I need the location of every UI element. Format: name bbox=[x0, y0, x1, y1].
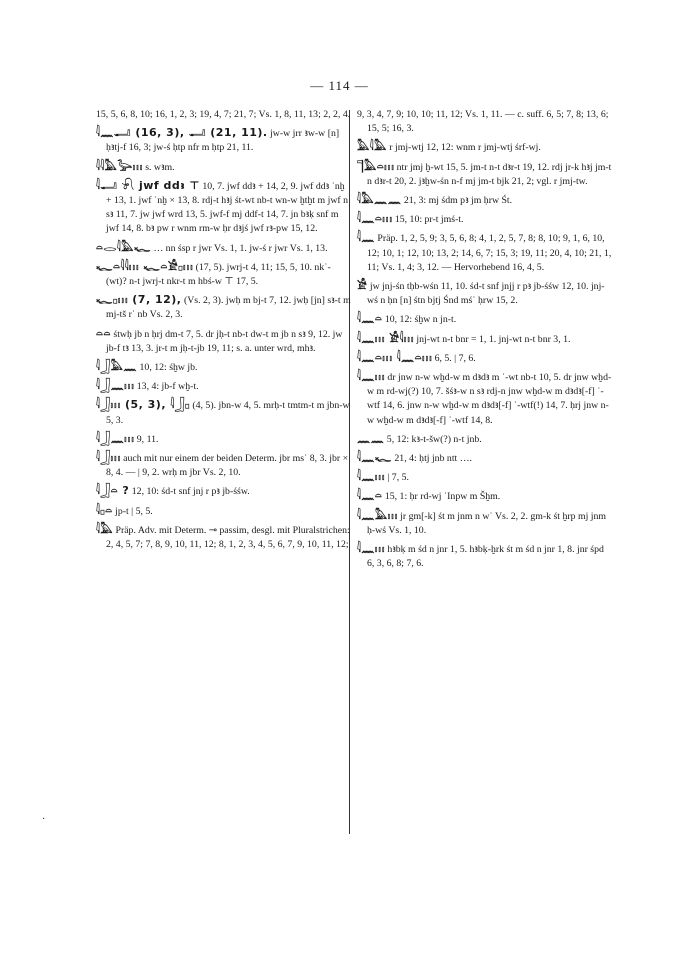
dictionary-entry bbox=[357, 312, 612, 327]
hieroglyph-lemma: 𓇋𓃀𓈖𓏥 bbox=[96, 431, 135, 445]
entry-text: 15, 10: pr-t jmś-t. bbox=[394, 214, 464, 226]
dictionary-entry bbox=[96, 179, 351, 237]
hieroglyph-lemma: 𓏏𓂋𓇋𓅓𓆑 bbox=[96, 240, 151, 254]
dictionary-entry bbox=[357, 193, 612, 208]
dictionary-entry bbox=[96, 379, 351, 394]
entry-text: s. wꜣm. bbox=[145, 161, 175, 173]
dictionary-entry bbox=[357, 451, 612, 466]
dictionary-entry bbox=[357, 140, 612, 155]
dictionary-entry bbox=[357, 332, 612, 347]
entry-text: 15, 5, 6, 8, 10; 16, 1, 2, 3; 19, 4, 7; 21, 7; Vs. 1, 8, 11, 13; 2, 2, 4. bbox=[96, 109, 351, 120]
entry-text: auch mit nur einem der beiden Determ. jbr msʿ 8, 3. jbr × 8, 4. — | 9, 2. wrḥ m jbr Vs. 2, 10. bbox=[106, 453, 349, 479]
entry-text: dr jnw n-w wḫd-w m dꜣdꜣ m ʿ-wt nb-t 10, 5. dr jnw wḫd-w m rd-wj(?) 10, 7. šśꜣ-w n sꜣ rdj-n jnw wḫd-w m dꜣdꜣ[-f] ʿ-wtf 14, 6. jnw n-w wḫd-w m dꜣdꜣ[-f] ʿ-wtf(!) 14, 7. ḥrj jnw n-w wḫd-w m dꜣdꜣ[-f] ʿ-wtf 14, 8. bbox=[367, 372, 612, 426]
dictionary-entry bbox=[357, 279, 612, 308]
dictionary-entry bbox=[357, 108, 612, 136]
entry-text: 10, 12: śḫw jb. bbox=[139, 362, 198, 374]
entry-text: 5, 12: kꜣ-t-šw(?) n-t jnb. bbox=[386, 433, 482, 445]
hieroglyph-lemma: 𓇋𓃀𓅓𓈖 bbox=[96, 360, 138, 374]
hieroglyph-lemma: 𓇋𓈖𓏏𓏥 𓇋𓈖𓏏𓏥 bbox=[357, 350, 433, 364]
hieroglyph-lemma: 𓇋𓈖𓂝 (16, 3), 𓂝 (21, 11). bbox=[96, 126, 268, 140]
entry-text: | 7, 5. bbox=[387, 472, 409, 484]
hieroglyph-lemma: 𓇋𓈖 bbox=[357, 231, 375, 245]
dictionary-entry bbox=[96, 360, 351, 375]
hieroglyph-lemma: 𓀀 bbox=[357, 279, 368, 293]
dictionary-entry bbox=[96, 432, 351, 447]
entry-text: 13, 4: jb-f wḫ-t. bbox=[136, 381, 199, 393]
entry-text: (Vs. 2, 3). jwḥ m bj-t 7, 12. jwḥ [jn] sꜣ-t m mj-tš rʿ nb Vs. 2, 3. bbox=[106, 295, 351, 321]
dictionary-entry bbox=[357, 509, 612, 538]
hieroglyph-lemma: 𓇋𓈖𓏥 bbox=[357, 470, 385, 484]
hieroglyph-lemma: 𓇋𓅓 bbox=[96, 522, 114, 536]
hieroglyph-lemma: 𓆑𓏏𓇋𓇋𓏥 𓆑𓏏𓀀𓊪𓏥 bbox=[96, 259, 194, 273]
entry-text: 10, 12: śḫw n jn-t. bbox=[384, 314, 457, 326]
dictionary-entry bbox=[96, 523, 351, 552]
hieroglyph-lemma: 𓇋𓈖𓏏 bbox=[357, 489, 383, 503]
left-column bbox=[96, 108, 351, 556]
entry-text: ntr jmj ḫ-wt 15, 5. jm-t n-t dꜣr-t 19, 12. rdj jr-k hꜣj jm-t n dꜣr-t 20, 2. jꜣḫw-śn n-f mj jm-t bjk 21, 2; vgl. r jmj-tw. bbox=[367, 161, 612, 187]
dictionary-entry bbox=[96, 327, 351, 356]
dictionary-entry bbox=[357, 542, 612, 571]
dictionary-entry bbox=[96, 504, 351, 519]
hieroglyph-lemma: 𓇋𓈖𓏥 bbox=[357, 370, 385, 384]
hieroglyph-lemma: 𓇋𓈖𓅓𓏥 bbox=[357, 508, 398, 522]
dictionary-entry bbox=[357, 351, 612, 366]
dictionary-entry bbox=[96, 451, 351, 480]
dictionary-entry bbox=[357, 160, 612, 189]
entry-text: Präp. 1, 2, 5, 9; 3, 5, 6, 8; 4, 1, 2, 5, 7, 8; 8, 10; 9, 1, 6, 10, 12; 10, 1; 12, 10; 13, 2; 14, 6, 7; 15, 3; 19, 11; 20, 4, 10; 21, 1, 11; Vs. 1, 4; 3, 12. — Hervorhebend 16, 4, 5. bbox=[367, 233, 612, 273]
entry-text: jw jnj-śn tḥb-wśn 11, 10. śd-t snf jnjj r pꜣ jb-śśw 12, 10. jnj-wś n ḥn [n] śtn bjtj Śnd mśʿ ḥrw 15, 2. bbox=[367, 281, 605, 307]
entry-text: 9, 3, 4, 7, 9; 10, 10; 11, 12; Vs. 1, 11. — c. suff. 6, 5; 7, 8; 13, 6; 15, 5; 16, 3. bbox=[357, 109, 609, 135]
entry-text: jr gm[-k] śt m jnm n wʿ Vs. 2, 2. gm-k śt ḫrp mj jnm ḥ-wś Vs. 1, 10. bbox=[367, 510, 606, 536]
entry-text: jnj-wt n-t bnr = 1, 1. jnj-wt n-t bnr 3, 1. bbox=[416, 333, 571, 345]
dictionary-entry bbox=[96, 241, 351, 256]
dictionary-entry bbox=[96, 108, 351, 122]
entry-text: 21, 3: mj śdm pꜣ jm ḥrw Śt. bbox=[403, 195, 513, 207]
entry-text: jw-w jrr ꜣw-w [n] ḥꜣtj-f 16, 3; jw-ś ḥtp nfr m ḥtp 21, 11. bbox=[106, 128, 340, 154]
dictionary-entry bbox=[357, 432, 612, 447]
entry-text: jp-t | 5, 5. bbox=[115, 505, 153, 517]
entry-text: śtwḥ jb n ḥrj dm-t 7, 5. dr jḥ-t nb-t dw-t m jb n sꜣ 9, 12. jw jb-f tꜣ 13, 3. jr-t m jḥ-t-jb 19, 11; s. a. unter wrd, mhꜣ. bbox=[106, 328, 343, 354]
dictionary-entry bbox=[357, 212, 612, 227]
entry-text: (17, 5). jwrj-t 4, 11; 15, 5, 10. nkʿ-(wt)? n-t jwrj-t nkr-t m hbś-w ⊤ 17, 5. bbox=[106, 261, 331, 288]
dictionary-entry bbox=[96, 484, 351, 499]
hieroglyph-lemma: 𓇋𓅓𓈖𓈖 bbox=[357, 193, 402, 207]
hieroglyph-lemma: 𓇋𓃀𓈖𓏥 bbox=[96, 379, 135, 393]
hieroglyph-lemma: 𓆑𓊪𓏥 (7, 12), bbox=[96, 293, 182, 307]
entry-text: 12, 10: śd-t snf jnj r pꜣ jb-śśw. bbox=[131, 486, 250, 498]
dictionary-entry bbox=[357, 489, 612, 504]
right-column bbox=[357, 108, 612, 575]
entry-text: 6, 5. | 7, 6. bbox=[434, 352, 476, 364]
dictionary-entry bbox=[96, 293, 351, 322]
hieroglyph-lemma: 𓅓𓇋𓅓 bbox=[357, 140, 387, 154]
hieroglyph-lemma: 𓇋𓈖𓏥 𓀀𓇋𓏥 bbox=[357, 331, 414, 345]
entry-text: 21, 4: ḥtj jnb ntt …. bbox=[394, 453, 472, 465]
hieroglyph-lemma: 𓏏𓏏 bbox=[96, 326, 111, 340]
hieroglyph-lemma: 𓇋𓈖𓆑 bbox=[357, 451, 392, 465]
hieroglyph-lemma: 𓇋𓈖𓏏𓏥 bbox=[357, 212, 393, 226]
entry-text: 15, 1: ḥr rd-wj ʾInpw m Šḫm. bbox=[384, 491, 501, 503]
page-number: — 114 — bbox=[310, 78, 369, 93]
dictionary-entry bbox=[357, 470, 612, 485]
entry-text: hꜣbḳ m śd n jnr 1, 5. hꜣbḳ-ḫrk śt m śd n jnr 1, 8. jnr śpd 6, 3, 6, 8; 7, 6. bbox=[367, 544, 604, 570]
dictionary-entry bbox=[96, 126, 351, 155]
entry-text: 10, 7. jwf ddꜣ + 14, 2, 9. jwf ddꜣ ʿnḫ + 13, 1. jwf ʿnḫ × 13, 8. rdj-t hꜣj śt-wt nb-t wn-w ḫtḫt m jwf n sꜣ 11, 7. jw jwf wrd 13, 5. jwf-f mj ddf-t 14, 7. jn bꜣḳ snf m jwf 14, 8. bꜣ pw r wnm rm-w ḥr dꜣjś jwf rꜣ-pw 15, 12. bbox=[106, 180, 349, 235]
hieroglyph-lemma: 𓇋𓂝 𓍯 jwf ddꜣ ⊤ bbox=[96, 178, 200, 192]
entry-text: (4, 5). jbn-w 4, 5. mrḥ-t tmtm-t m jbn-w 5, 3. bbox=[106, 400, 350, 426]
margin-mark: · bbox=[42, 814, 46, 825]
hieroglyph-lemma: 𓊹𓅓𓏏𓏥 bbox=[357, 159, 395, 173]
dictionary-entry bbox=[96, 260, 351, 289]
hieroglyph-lemma: 𓇋𓃀𓏥 bbox=[96, 451, 121, 465]
entry-text: Präp. Adv. mit Determ. ⊸ passim, desgl. mit Pluralstrichen: 2, 4, 5, 7; 7, 8, 9, 10, 11, 12; 8, 1, 2, 3, 4, 5, 6, 7, 9, 10, 11, 12; bbox=[106, 524, 350, 551]
dictionary-entry bbox=[357, 370, 612, 428]
hieroglyph-lemma: 𓇋𓃀𓏏 ? bbox=[96, 484, 130, 498]
dictionary-entry bbox=[96, 160, 351, 175]
hieroglyph-lemma: 𓇋𓈖𓏏 bbox=[357, 312, 383, 326]
entry-text: r jmj-wtj 12, 12: wnm r jmj-wtj śrf-wj. bbox=[389, 142, 541, 154]
hieroglyph-lemma: 𓇋𓈖𓏥 bbox=[357, 542, 385, 556]
dictionary-entry bbox=[357, 231, 612, 275]
hieroglyph-lemma: 𓇋𓃀𓏥 (5, 3), 𓇋𓃀𓊪 bbox=[96, 398, 190, 412]
dictionary-entry bbox=[96, 398, 351, 427]
entry-text: … nn śsp r jwr Vs. 1, 1. jw-ś r jwr Vs. 1, 13. bbox=[153, 242, 328, 254]
hieroglyph-lemma: 𓈖𓈖 bbox=[357, 431, 385, 445]
hieroglyph-lemma: 𓇋𓇋𓅓𓅬𓏥 bbox=[96, 159, 143, 173]
hieroglyph-lemma: 𓇋𓊪𓏏 bbox=[96, 503, 113, 517]
entry-text: 9, 11. bbox=[136, 433, 159, 445]
